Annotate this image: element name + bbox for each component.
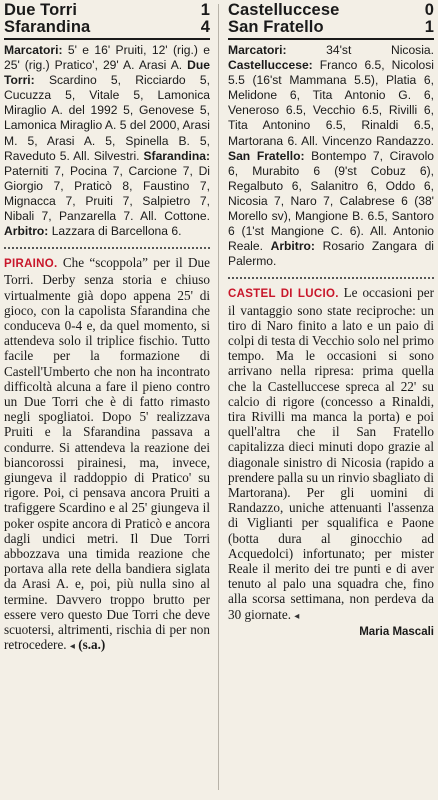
referee-label: Arbitro: xyxy=(4,224,49,239)
article-body: Che “scoppola” per il Due Torri. Derby senza storia e chiuso virtualmente già dopo appena 25' di gioco, con la capolista Sfarandina che conduceva 0-4 e, da quel momento, si attendeva solo il triplice fischio. Tutto facile per la formazione di Castell'Umberto che non ha incontrato difficoltà alcuna a fare il pieno contro un Due Torri che è di fatto rimasto negli spogliatoi. Dopo 5' realizzava Pruiti e la Sfarandina passava a condurre. Si attendeva la reazione dei biancorossi pirainesi, ma, invece, giungeva il raddoppio di Pratico' su rigore. Poi, ci pensava ancora Pruiti a trafiggere Scardino e al 25' giungeva il poker ospite ancora di Praticò e ancora dagli undici metri. Il Due Torri abbozzava una timida reazione che portava alla rete della bandiera siglata da Arasi A. e, poi, più nulla sino al termine. Davvero troppo brutto per essere vero questo Due Torri che deve scuotersi, altrimenti, rischia di per non retrocedere. xyxy=(4,255,210,653)
team1-label: Due Torri: xyxy=(4,58,210,88)
match-report-tabellino xyxy=(228,43,434,269)
team1-lineup: Franco 6.5, Nicolosi 5.5 (16'st Mammana 5.5), Platia 6, Melidone 6, Tita Antonio G. 6, Veneroso 6.5, Vecchio 6.5, Rivilli 6, Tita Antonino 6.5, Rinaldi 6.5, Martorana 6. All. Vincenzo Randazzo. xyxy=(228,58,434,148)
team2-lineup: Paterniti 7, Pocina 7, Carcione 7, Di Giorgio 7, Praticò 8, Faustino 7, Mignacca 7, Pruiti 7, Salpietro 7, Nibali 7, Panzarella 7. All. Cottone. xyxy=(4,163,210,224)
article-signature: (s.a.) xyxy=(78,637,106,653)
scorers-label: Marcatori: xyxy=(228,43,287,57)
team1-label: Castelluccese: xyxy=(228,58,313,73)
match-article xyxy=(228,285,434,623)
scorers-text: 5' e 16' Pruiti, 12' (rig.) e 25' (rig.) Pratico', 29' A. Arasi A. xyxy=(4,43,210,73)
referee-label: Arbitro: xyxy=(270,239,315,254)
article-dateline: PIRAINO. xyxy=(4,258,58,271)
away-team-score: 4 xyxy=(200,18,210,36)
team1-lineup: Scardino 5, Ricciardo 5, Cucuzza 5, Vitale 5, Lamonica Miraglio A. del 1992 5, Genovese 5, Lamonica Miraglio A. 5 del 2000, Arasi M. 5, Arasi A. 5, Spinella B. 5, Raveduto 5. All. Silvestri. xyxy=(4,73,210,163)
end-arrow-icon: ◂ xyxy=(69,641,75,653)
match-article xyxy=(4,255,210,654)
team2-label: San Fratello: xyxy=(228,148,305,163)
home-team-name: Castelluccese xyxy=(228,1,340,19)
score-row-home xyxy=(228,2,434,19)
score-row-away xyxy=(228,19,434,36)
referee-text: Lazzara di Barcellona 6. xyxy=(48,224,182,239)
team2-lineup: Bontempo 7, Ciravolo 6, Murabito 6 (9'st Cobuz 6), Regalbuto 6, Salanitro 6, Oddo 6, Nicosia 7, Naro 7, Calabrese 6 (38' Morello sv), Mangione B. 6.5, Santoro 6 (1'st Mangione C. 6). All. Antonio Reale. xyxy=(228,148,435,254)
article-dateline: CASTEL DI LUCIO. xyxy=(228,288,339,301)
home-team-score: 0 xyxy=(424,1,434,19)
score-row-home xyxy=(4,2,210,19)
dotted-separator xyxy=(4,247,210,249)
away-team-score: 1 xyxy=(424,18,434,36)
score-row-away xyxy=(4,19,210,36)
away-team-name: Sfarandina xyxy=(4,18,91,36)
scorers-text: 34'st Nicosia. xyxy=(286,43,434,57)
referee-text: Rosario Zangara di Palermo. xyxy=(228,239,434,269)
dotted-separator xyxy=(228,277,434,279)
right-column xyxy=(228,2,434,638)
column-divider xyxy=(218,4,219,790)
match-report-tabellino xyxy=(4,43,210,239)
scoreboard-castelluccese-san-fratello xyxy=(228,2,434,40)
left-column xyxy=(4,2,210,655)
team2-label: Sfarandina: xyxy=(143,148,210,163)
home-team-score: 1 xyxy=(200,1,210,19)
scoreboard-due-torri-sfarandina xyxy=(4,2,210,40)
end-arrow-icon: ◂ xyxy=(294,610,300,622)
article-body: Le occasioni per il vantaggio sono state reciproche: un tiro di Naro finito a lato e un paio di colpi di testa di Vecchio solo nel primo tempo. Ma le occasioni si sono arrivano nella ripresa: prima quella che la Castelluccese spreca al 22' su calcio di rigore (concesso a Rinaldi, tira Rivilli ma manca la porta) e poi quell'altra che il San Fratello capitalizza dieci minuti dopo grazie al diagonale sinistro di Nicosia (rapido a prendere palla su un rinvio sbagliato di Martorana). Per gli uomini di Randazzo, uniche attenuanti l'assenza di Viglianti per squalifica e Paone (botta dura al ginocchio ad Acquedolci) infortunato; per mister Reale il merito dei tre punti e di aver tenuto al palo una squadra che, fino alla scorsa settimana, non perdeva da 30 giornate. xyxy=(228,285,434,622)
away-team-name: San Fratello xyxy=(228,18,324,36)
article-author: Maria Mascali xyxy=(359,625,434,638)
scorers-label: Marcatori: xyxy=(4,43,63,57)
home-team-name: Due Torri xyxy=(4,1,78,19)
